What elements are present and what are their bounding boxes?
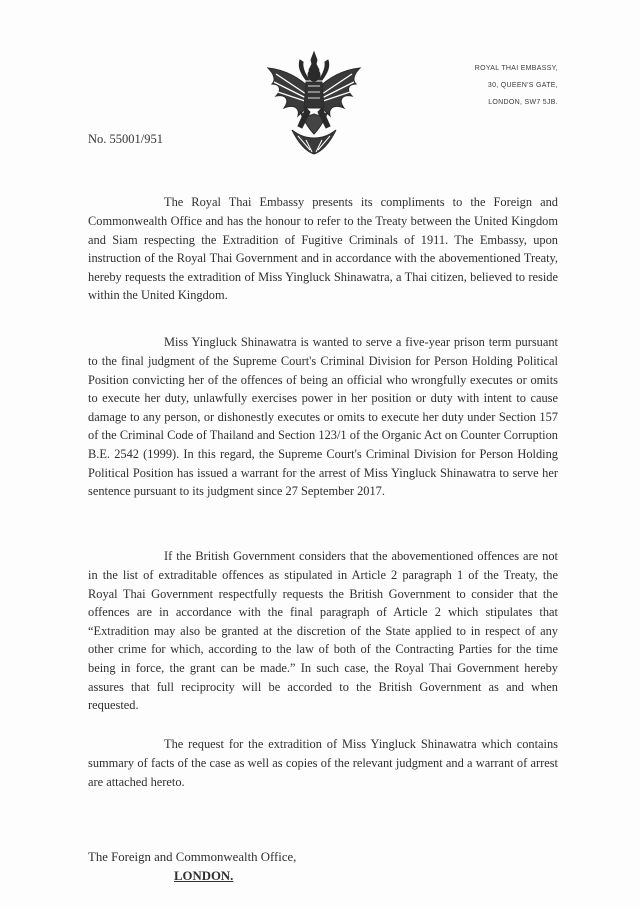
address-line: ROYAL THAI EMBASSY, [474, 65, 558, 72]
garuda-emblem-icon [262, 50, 366, 158]
body-paragraph: If the British Government considers that the abovementioned offences are not in the list of extraditable offences as stipulated in Article 2 paragraph 1 of the Treaty, the Royal Thai Government respectfully requests the British Government to consider that the offences are in accordance with the final paragraph of Article 2 which stipulates that “Extradition may also be granted at the discretion of the State applied to in respect of any other crime for which, according to the law of both of the Contracting Parties for the time being in force, the grant can be made.” In such case, the Royal Thai Government hereby assures that full reciprocity will be accorded to the British Government as and when requested. [88, 549, 558, 713]
address-line: 30, QUEEN'S GATE, [487, 82, 558, 89]
reference-number: No. 55001/951 [88, 132, 163, 146]
body-paragraph: The Royal Thai Embassy presents its compliments to the Foreign and Commonwealth Office and has the honour to refer to the Treaty between the United Kingdom and Siam respecting the Extradition of Fugitive Criminals of 1911. The Embassy, upon instruction of the Royal Thai Government and in accordance with the abovementioned Treaty, hereby requests the extradition of Miss Yingluck Shinawatra, a Thai citizen, believed to reside within the United Kingdom. [88, 195, 558, 303]
addressee-office: The Foreign and Commonwealth Office, [88, 850, 297, 864]
body-paragraph: Miss Yingluck Shinawatra is wanted to serve a five-year prison term pursuant to the final judgment of the Supreme Court's Criminal Division for Person Holding Political Position convicting her of the offences of being an official who wrongfully executes or omits to execute her duty, unlawfully exercises power in her position or duty with intent to cause damage to any person, or dishonestly executes or omits to execute her duty under Section 157 of the Criminal Code of Thailand and Section 123/1 of the Organic Act on Counter Corruption B.E. 2542 (1999). In this regard, the Supreme Court's Criminal Division for Person Holding Political Position has issued a warrant for the arrest of Miss Yingluck Shinawatra to serve her sentence pursuant to its judgment since 27 September 2017. [88, 335, 558, 499]
embassy-address [475, 60, 558, 111]
body-paragraph: The request for the extradition of Miss Yingluck Shinawatra which contains summary of facts of the case as well as copies of the relevant judgment and a warrant of arrest are attached hereto. [88, 737, 558, 789]
address-line: LONDON, SW7 5JB. [488, 99, 558, 106]
addressee-city: LONDON. [174, 869, 234, 883]
addressee-block [88, 848, 296, 886]
